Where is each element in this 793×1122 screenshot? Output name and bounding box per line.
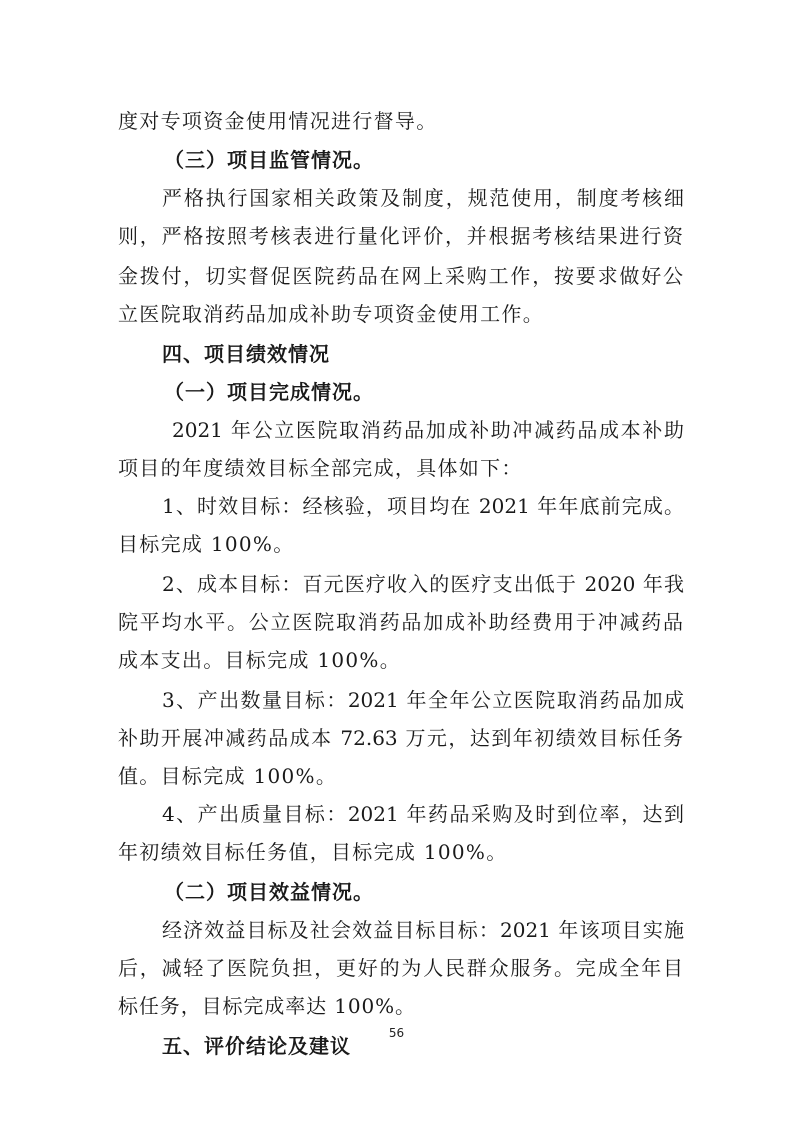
- paragraph-line: 则，严格按照考核表进行量化评价，并根据考核结果进行资: [118, 224, 683, 248]
- paragraph-line: 年初绩效目标任务值，目标完成 100%。: [118, 840, 508, 864]
- section-heading: （一）项目完成情况。: [164, 380, 374, 404]
- paragraph-line: 补助开展冲减药品成本 72.63 万元，达到年初绩效目标任务: [118, 726, 683, 750]
- paragraph-line: 经济效益目标及社会效益目标目标：2021 年该项目实施: [162, 918, 684, 942]
- page-number: 56: [388, 1026, 405, 1040]
- paragraph-line: 严格执行国家相关政策及制度，规范使用，制度考核细: [162, 186, 684, 210]
- paragraph-line: 目标完成 100%。: [118, 532, 295, 556]
- paragraph-line: 立医院取消药品加成补助专项资金使用工作。: [118, 302, 544, 326]
- chapter-heading: 四、项目绩效情况: [162, 342, 330, 366]
- paragraph-line: 1、时效目标：经核验，项目均在 2021 年年底前完成。: [162, 494, 684, 518]
- paragraph-line: 金拨付，切实督促医院药品在网上采购工作，按要求做好公: [118, 264, 683, 288]
- chapter-heading: 五、评价结论及建议: [162, 1034, 351, 1058]
- paragraph-line: 度对专项资金使用情况进行督导。: [118, 109, 438, 133]
- paragraph-line: 标任务，目标完成率达 100%。: [118, 994, 416, 1018]
- section-heading: （二）项目效益情况。: [164, 880, 374, 904]
- paragraph-line: 值。目标完成 100%。: [118, 764, 338, 788]
- section-heading: （三）项目监管情况。: [164, 148, 374, 172]
- paragraph-line: 2021 年公立医院取消药品加成补助冲减药品成本补助: [172, 418, 684, 442]
- paragraph-line: 4、产出质量目标：2021 年药品采购及时到位率，达到: [162, 802, 684, 826]
- paragraph-line: 成本支出。目标完成 100%。: [118, 648, 402, 672]
- paragraph-line: 院平均水平。公立医院取消药品加成补助经费用于冲减药品: [118, 610, 683, 634]
- paragraph-line: 项目的年度绩效目标全部完成，具体如下：: [118, 456, 523, 480]
- paragraph-line: 3、产出数量目标：2021 年全年公立医院取消药品加成: [162, 688, 684, 712]
- paragraph-line: 后，减轻了医院负担，更好的为人民群众服务。完成全年目: [118, 956, 683, 980]
- paragraph-line: 2、成本目标：百元医疗收入的医疗支出低于 2020 年我: [162, 572, 684, 596]
